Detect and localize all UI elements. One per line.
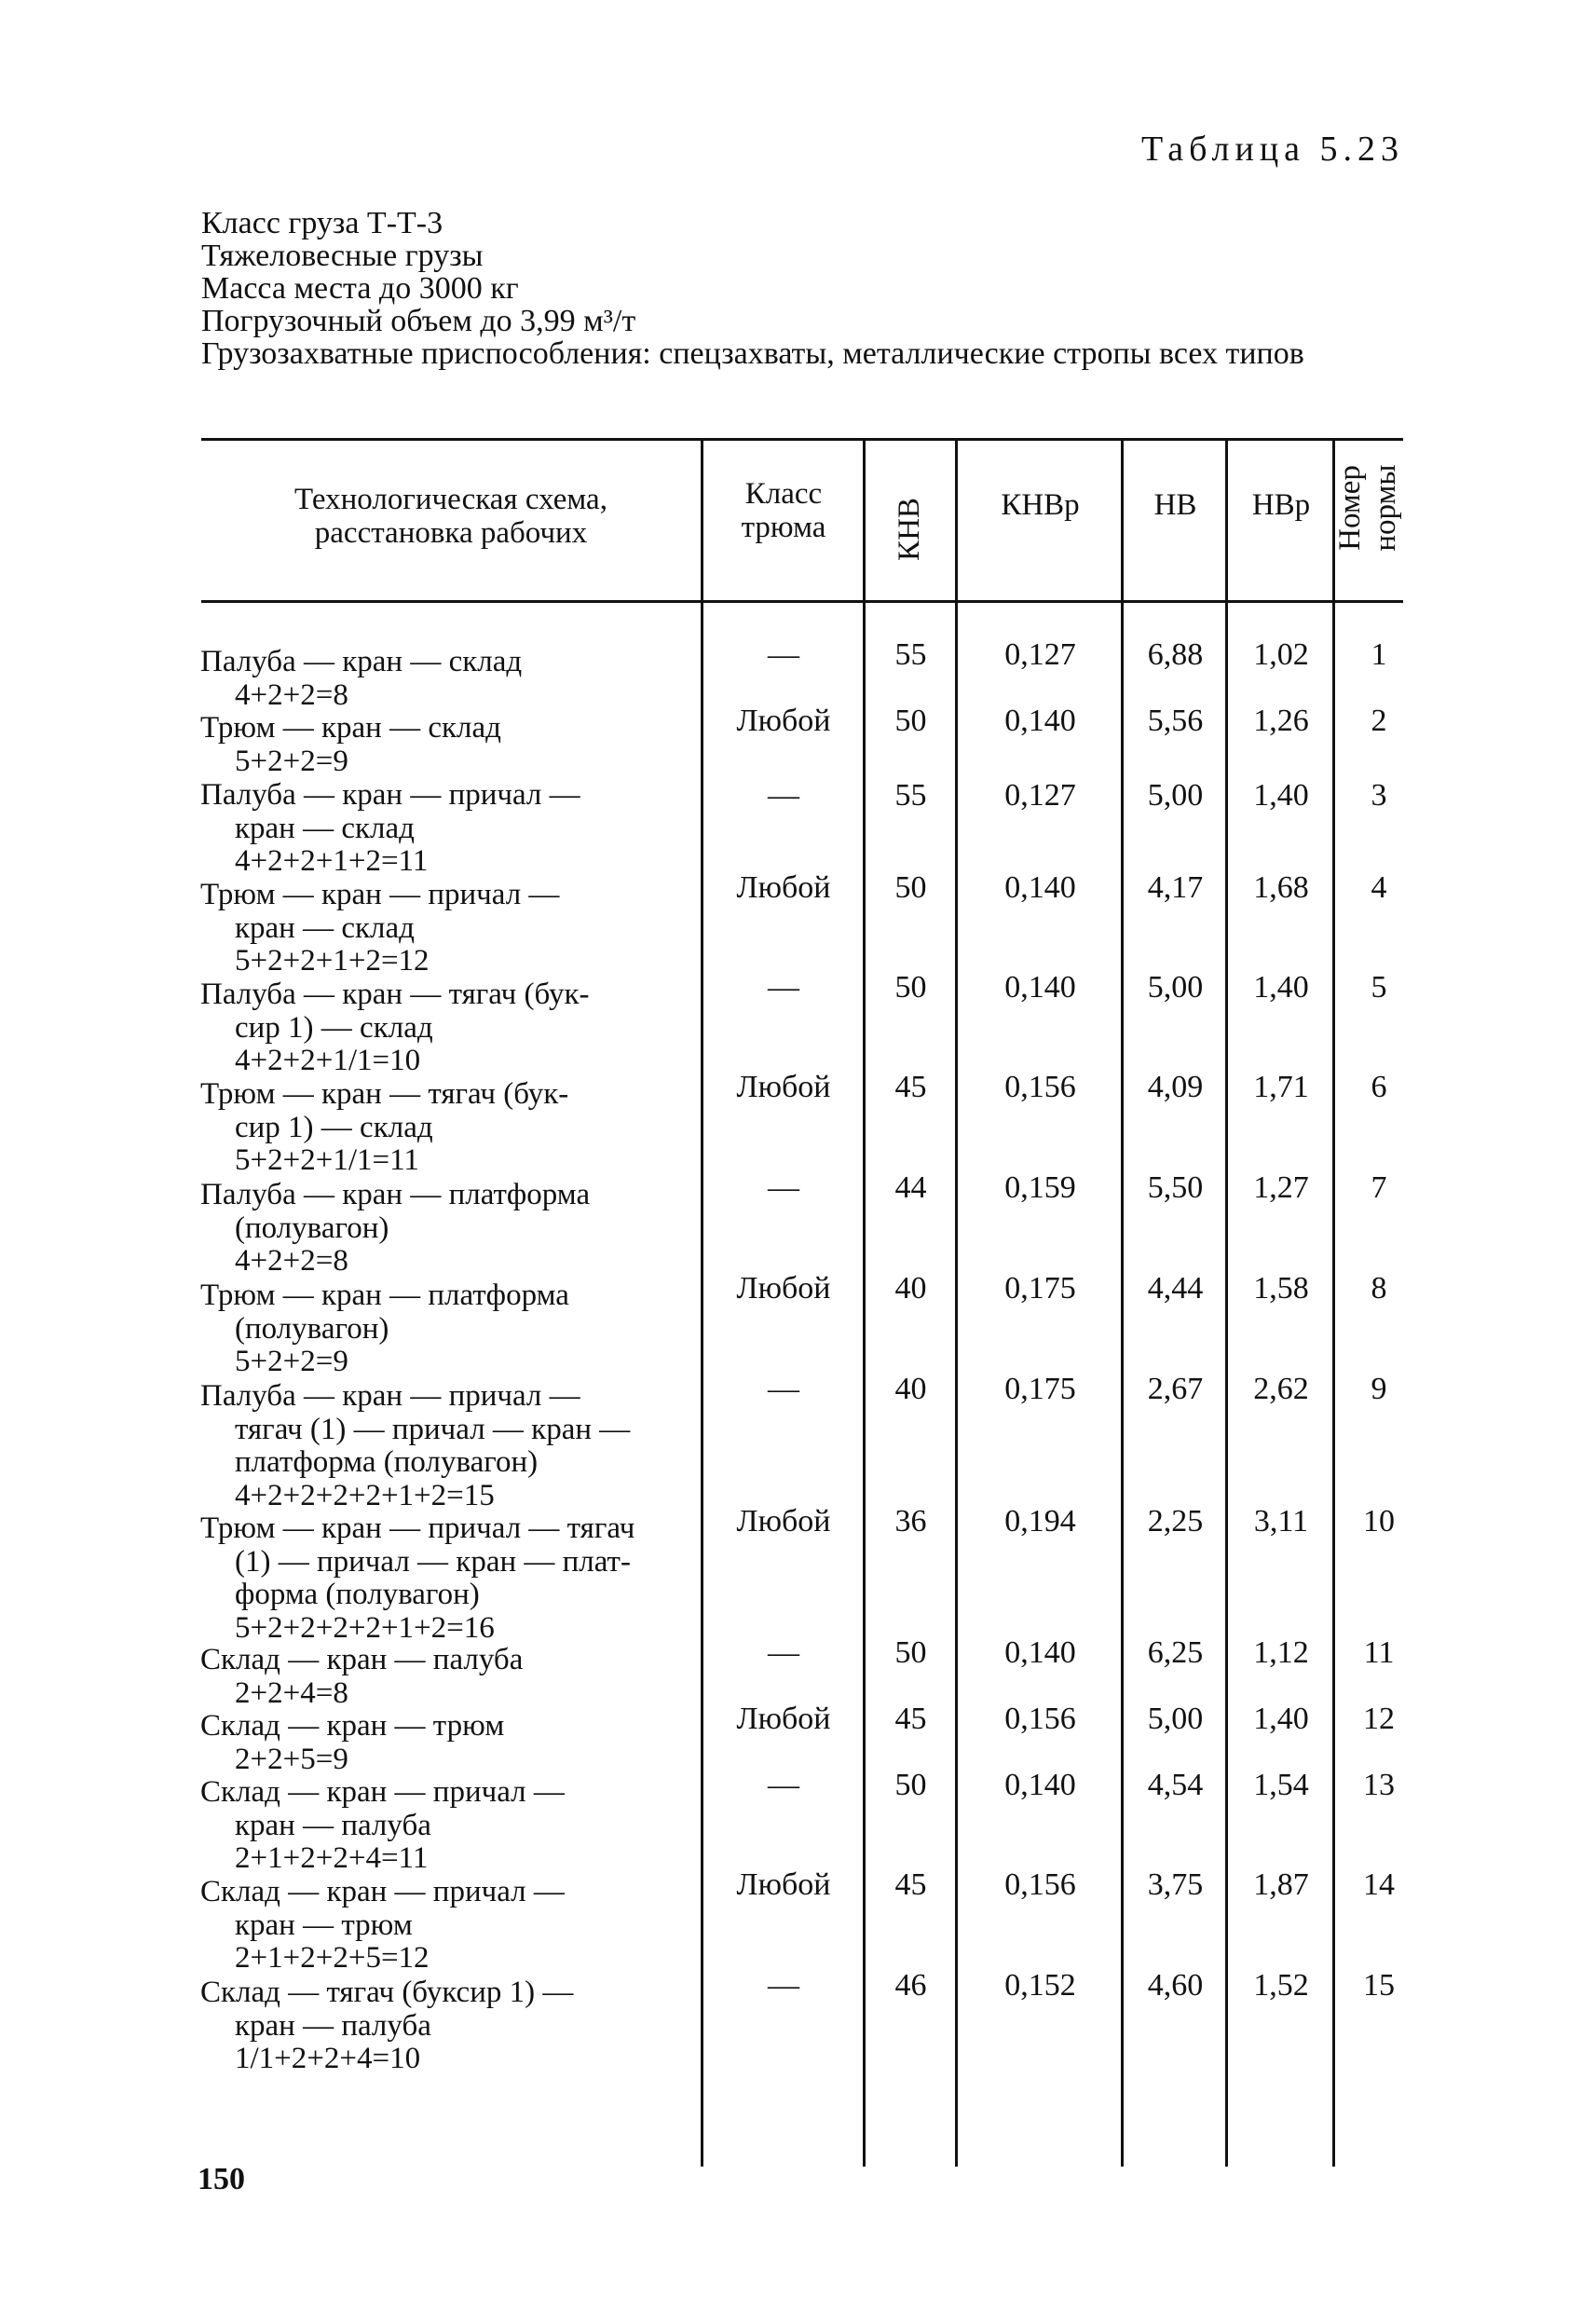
cell-knv: 45 — [894, 1070, 927, 1104]
schema-line: форма (полувагон) — [235, 1578, 480, 1611]
cell-knvr: 0,140 — [1004, 870, 1076, 905]
col-sep-2 — [863, 438, 866, 2167]
schema-line: Склад — кран — трюм — [200, 1709, 505, 1743]
page-number: 150 — [198, 2162, 245, 2196]
cell-nv: 5,56 — [1147, 704, 1204, 738]
schema-line: 4+2+2+2+2+1+2=15 — [235, 1478, 495, 1512]
cell-hold: — — [768, 1635, 799, 1670]
schema-line: (полувагон) — [235, 1311, 389, 1346]
header-schema-line1: Технологическая схема, — [294, 483, 607, 516]
schema-line: 5+2+2=9 — [235, 1345, 348, 1378]
cell-nv: 6,25 — [1147, 1635, 1204, 1670]
cell-hold: Любой — [736, 1702, 831, 1736]
cargo-volume: Погрузочный объем до 3,99 м³/т — [201, 304, 636, 338]
header-hold-line2: трюма — [741, 511, 826, 544]
schema-line: (полувагон) — [235, 1210, 389, 1245]
cell-knvr: 0,127 — [1004, 637, 1076, 672]
schema-line: Палуба — кран — склад — [200, 645, 523, 678]
cell-knvr: 0,152 — [1004, 1968, 1076, 2003]
cell-knvr: 0,140 — [1004, 970, 1076, 1005]
header-nvr: НВр — [1251, 488, 1311, 522]
col-sep-5 — [1225, 438, 1228, 2167]
schema-line: кран — склад — [235, 910, 415, 945]
cell-nvr: 1,71 — [1253, 1070, 1309, 1104]
cell-knv: 40 — [894, 1372, 927, 1406]
cell-norm: 1 — [1371, 637, 1387, 672]
cell-norm: 8 — [1371, 1271, 1387, 1306]
schema-line: (1) — причал — кран — плат- — [235, 1544, 631, 1579]
table-caption: Таблица 5.23 — [1141, 130, 1405, 169]
cell-knv: 55 — [894, 778, 927, 813]
cell-nv: 6,88 — [1147, 637, 1204, 672]
schema-line: 5+2+2=9 — [235, 744, 348, 778]
cell-knvr: 0,140 — [1004, 704, 1076, 738]
cell-nvr: 1,40 — [1253, 778, 1309, 813]
cell-hold: Любой — [736, 1867, 831, 1902]
schema-line: 2+2+4=8 — [235, 1675, 348, 1710]
cell-norm: 3 — [1371, 778, 1387, 813]
cargo-class: Класс груза Т-Т-3 — [201, 206, 443, 240]
cell-knvr: 0,194 — [1004, 1504, 1076, 1538]
schema-line: сир 1) — склад — [235, 1110, 433, 1144]
cell-knvr: 0,156 — [1004, 1867, 1076, 1902]
cell-hold: Любой — [736, 1070, 831, 1104]
cell-hold: — — [768, 1968, 799, 2003]
cell-knv: 46 — [894, 1968, 927, 2003]
cell-norm: 9 — [1371, 1372, 1387, 1406]
schema-line: 2+1+2+2+5=12 — [235, 1941, 430, 1975]
schema-line: кран — палуба — [235, 1808, 431, 1842]
cell-nv: 4,54 — [1147, 1768, 1204, 1802]
header-knvr: КНВр — [1001, 488, 1080, 522]
cell-norm: 13 — [1363, 1768, 1395, 1802]
cell-hold: — — [768, 778, 799, 813]
schema-line: сир 1) — склад — [235, 1010, 433, 1045]
schema-line: кран — склад — [235, 811, 415, 845]
lifting-gear: Грузозахватные приспособления: спецзахваты, металлические стропы всех типов — [201, 336, 1304, 371]
cell-nv: 4,09 — [1147, 1070, 1204, 1104]
cell-nvr: 1,27 — [1253, 1170, 1309, 1205]
cell-knvr: 0,159 — [1004, 1170, 1076, 1205]
cell-nv: 4,44 — [1147, 1271, 1204, 1306]
cell-hold: — — [768, 970, 799, 1005]
schema-line: Палуба — кран — тягач (бук- — [200, 978, 590, 1011]
schema-line: Палуба — кран — платформа — [200, 1178, 591, 1211]
cell-hold: — — [768, 1768, 799, 1802]
col-sep-1 — [701, 438, 703, 2167]
cell-nvr: 1,68 — [1253, 870, 1309, 905]
schema-line: 4+2+2=8 — [235, 677, 348, 712]
schema-line: Трюм — кран — причал — — [200, 878, 560, 911]
cell-norm: 15 — [1363, 1968, 1395, 2003]
cell-nv: 5,00 — [1147, 1702, 1204, 1736]
schema-line: 1/1+2+2+4=10 — [235, 2042, 421, 2075]
cargo-parameters — [201, 207, 1412, 370]
header-schema-line2: расстановка рабочих — [314, 516, 588, 550]
cell-nvr: 2,62 — [1253, 1372, 1309, 1406]
cell-nv: 2,67 — [1147, 1372, 1204, 1406]
header-bottom-rule — [201, 600, 1403, 603]
schema-line: 5+2+2+1/1=11 — [235, 1143, 419, 1177]
cell-knvr: 0,140 — [1004, 1768, 1076, 1802]
cell-hold: Любой — [736, 1504, 831, 1538]
cell-nv: 2,25 — [1147, 1504, 1204, 1538]
cell-nv: 5,00 — [1147, 778, 1204, 813]
header-norm-line2: нормы — [1369, 464, 1402, 552]
schema-line: кран — палуба — [235, 2008, 431, 2043]
header-schema — [201, 483, 701, 550]
cell-nvr: 3,11 — [1253, 1504, 1309, 1538]
header-norm — [1332, 443, 1407, 573]
header-knv: КНВ — [893, 498, 926, 561]
cell-knvr: 0,175 — [1004, 1271, 1076, 1306]
cell-knv: 45 — [894, 1867, 927, 1902]
schema-line: 4+2+2+1/1=10 — [235, 1044, 421, 1077]
cell-knv: 50 — [894, 1768, 927, 1802]
cell-knv: 50 — [894, 970, 927, 1005]
cell-knv: 44 — [894, 1170, 927, 1205]
cell-nv: 3,75 — [1147, 1867, 1204, 1902]
schema-line: платформа (полувагон) — [235, 1445, 539, 1479]
cell-hold: — — [768, 1170, 799, 1205]
cell-nvr: 1,26 — [1253, 704, 1309, 738]
col-sep-4 — [1121, 438, 1124, 2167]
cell-nv: 4,60 — [1147, 1968, 1204, 2003]
schema-line: 5+2+2+1+2=12 — [235, 944, 430, 978]
cell-nv: 4,17 — [1147, 870, 1204, 905]
cell-nv: 5,00 — [1147, 970, 1204, 1005]
cell-knvr: 0,127 — [1004, 778, 1076, 813]
cell-hold: Любой — [736, 1271, 831, 1306]
cell-knvr: 0,175 — [1004, 1372, 1076, 1406]
cell-norm: 12 — [1363, 1702, 1395, 1736]
schema-line: Склад — тягач (буксир 1) — — [200, 1976, 574, 2009]
schema-line: 5+2+2+2+2+1+2=16 — [235, 1610, 495, 1645]
col-sep-6 — [1332, 438, 1335, 2167]
cell-nvr: 1,02 — [1253, 637, 1309, 672]
cell-norm: 7 — [1371, 1170, 1387, 1205]
cell-knv: 50 — [894, 870, 927, 905]
schema-line: 2+2+5=9 — [235, 1742, 348, 1776]
cell-hold: — — [768, 637, 799, 672]
schema-line: Трюм — кран — платформа — [200, 1279, 569, 1312]
schema-line: 4+2+2=8 — [235, 1244, 348, 1278]
cell-nvr: 1,58 — [1253, 1271, 1309, 1306]
cell-hold: Любой — [736, 870, 831, 905]
cell-nvr: 1,12 — [1253, 1635, 1309, 1670]
cell-norm: 6 — [1371, 1070, 1387, 1104]
header-norm-line1: Номер — [1333, 465, 1367, 551]
col-sep-3 — [955, 438, 958, 2167]
cell-nvr: 1,54 — [1253, 1768, 1309, 1802]
table-top-rule — [201, 438, 1403, 441]
cell-knv: 50 — [894, 704, 927, 738]
header-hold — [704, 477, 863, 544]
cell-knv: 55 — [894, 637, 927, 672]
cell-knv: 36 — [894, 1504, 927, 1538]
schema-line: кран — трюм — [235, 1908, 413, 1942]
header-hold-line1: Класс — [744, 477, 823, 511]
cargo-type: Тяжеловесные грузы — [201, 239, 484, 273]
cell-knv: 50 — [894, 1635, 927, 1670]
cell-nv: 5,50 — [1147, 1170, 1204, 1205]
schema-line: Трюм — кран — склад — [200, 711, 501, 745]
cell-nvr: 1,40 — [1253, 970, 1309, 1005]
cell-norm: 11 — [1363, 1635, 1395, 1670]
schema-line: Палуба — кран — причал — — [200, 778, 580, 812]
schema-line: тягач (1) — причал — кран — — [235, 1412, 631, 1446]
schema-line: 2+1+2+2+4=11 — [235, 1841, 429, 1875]
schema-line: Трюм — кран — тягач (бук- — [200, 1077, 569, 1111]
cell-knvr: 0,156 — [1004, 1702, 1076, 1736]
cell-knvr: 0,156 — [1004, 1070, 1076, 1104]
schema-line: Палуба — кран — причал — — [200, 1379, 580, 1413]
cell-nvr: 1,52 — [1253, 1968, 1309, 2003]
cell-knvr: 0,140 — [1004, 1635, 1076, 1670]
schema-line: Склад — кран — причал — — [200, 1875, 565, 1908]
cell-knv: 40 — [894, 1271, 927, 1306]
header-nv: НВ — [1153, 488, 1197, 522]
cell-norm: 4 — [1371, 870, 1387, 905]
cell-norm: 5 — [1371, 970, 1387, 1005]
cell-norm: 14 — [1363, 1867, 1395, 1902]
schema-line: Склад — кран — палуба — [200, 1643, 524, 1676]
cell-nvr: 1,40 — [1253, 1702, 1309, 1736]
schema-line: Склад — кран — причал — — [200, 1775, 565, 1809]
schema-line: 4+2+2+1+2=11 — [235, 844, 429, 878]
cell-norm: 2 — [1371, 704, 1387, 738]
cell-hold: Любой — [736, 704, 831, 738]
cargo-mass: Масса места до 3000 кг — [201, 271, 519, 306]
cell-knv: 45 — [894, 1702, 927, 1736]
cell-hold: — — [768, 1372, 799, 1406]
cell-nvr: 1,87 — [1253, 1867, 1309, 1902]
schema-line: Трюм — кран — причал — тягач — [200, 1511, 635, 1545]
cell-norm: 10 — [1363, 1504, 1395, 1538]
